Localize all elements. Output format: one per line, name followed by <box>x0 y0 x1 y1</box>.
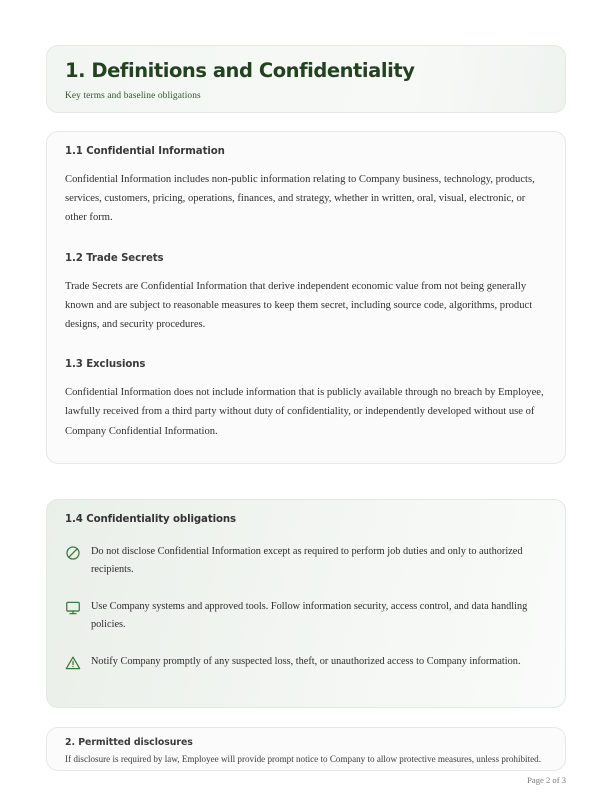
obligation-text: Do not disclose Confidential Information except as required to perform job duties and only to authorized recipients. <box>91 546 523 575</box>
obligations-card <box>46 499 566 708</box>
list-item <box>65 653 547 671</box>
subsection-1-3 <box>65 359 547 441</box>
obligation-text: Notify Company promptly of any suspected loss, theft, or unauthorized access to Company information. <box>91 656 521 667</box>
subsection-1-1 <box>65 146 547 228</box>
prohibited-icon <box>65 545 81 561</box>
subsection-paragraph: Confidential Information includes non-public information relating to Company business, technology, products, services, customers, pricing, operations, finances, and strategy, whether in written, oral, visual, electronic, or other form. <box>65 174 535 224</box>
footnote-text: If disclosure is required by law, Employee will provide prompt notice to Company to allow protective measures, unless prohibited. <box>65 754 541 764</box>
obligation-text: Use Company systems and approved tools. Follow information security, access control, and data handling policies. <box>91 601 528 630</box>
obligations-heading: 1.4 Confidentiality obligations <box>65 514 236 525</box>
subsection-1-2 <box>65 253 547 335</box>
page-number: Page 2 of 3 <box>527 775 566 785</box>
subsection-heading: 1.1 Confidential Information <box>65 146 225 157</box>
obligations-list <box>65 543 547 671</box>
warning-triangle-icon <box>65 655 81 671</box>
list-item <box>65 598 547 634</box>
subsection-heading: 1.3 Exclusions <box>65 359 146 371</box>
definitions-content <box>65 146 547 441</box>
page-subtitle: Key terms and baseline obligations <box>65 91 201 102</box>
subsection-heading: 1.2 Trade Secrets <box>65 252 164 264</box>
footnote-heading: 2. Permitted disclosures <box>65 737 193 748</box>
section-header-card <box>46 45 566 113</box>
permitted-disclosures-card <box>46 727 566 771</box>
list-item <box>65 543 547 579</box>
subsection-paragraph: Trade Secrets are Confidential Information that derive independent economic value from not being generally known and are subject to reasonable measures to keep them secret, including source code, algorithms, product designs, and security procedures. <box>65 280 533 331</box>
definitions-card <box>46 131 566 464</box>
subsection-paragraph: Confidential Information does not include information that is publicly available through no breach by Employee, lawfully received from a third party without duty of confidentiality, or independently developed without use of Company Confidential Information. <box>65 387 544 437</box>
monitor-icon <box>65 600 81 616</box>
page-title: 1. Definitions and Confidentiality <box>65 59 415 82</box>
